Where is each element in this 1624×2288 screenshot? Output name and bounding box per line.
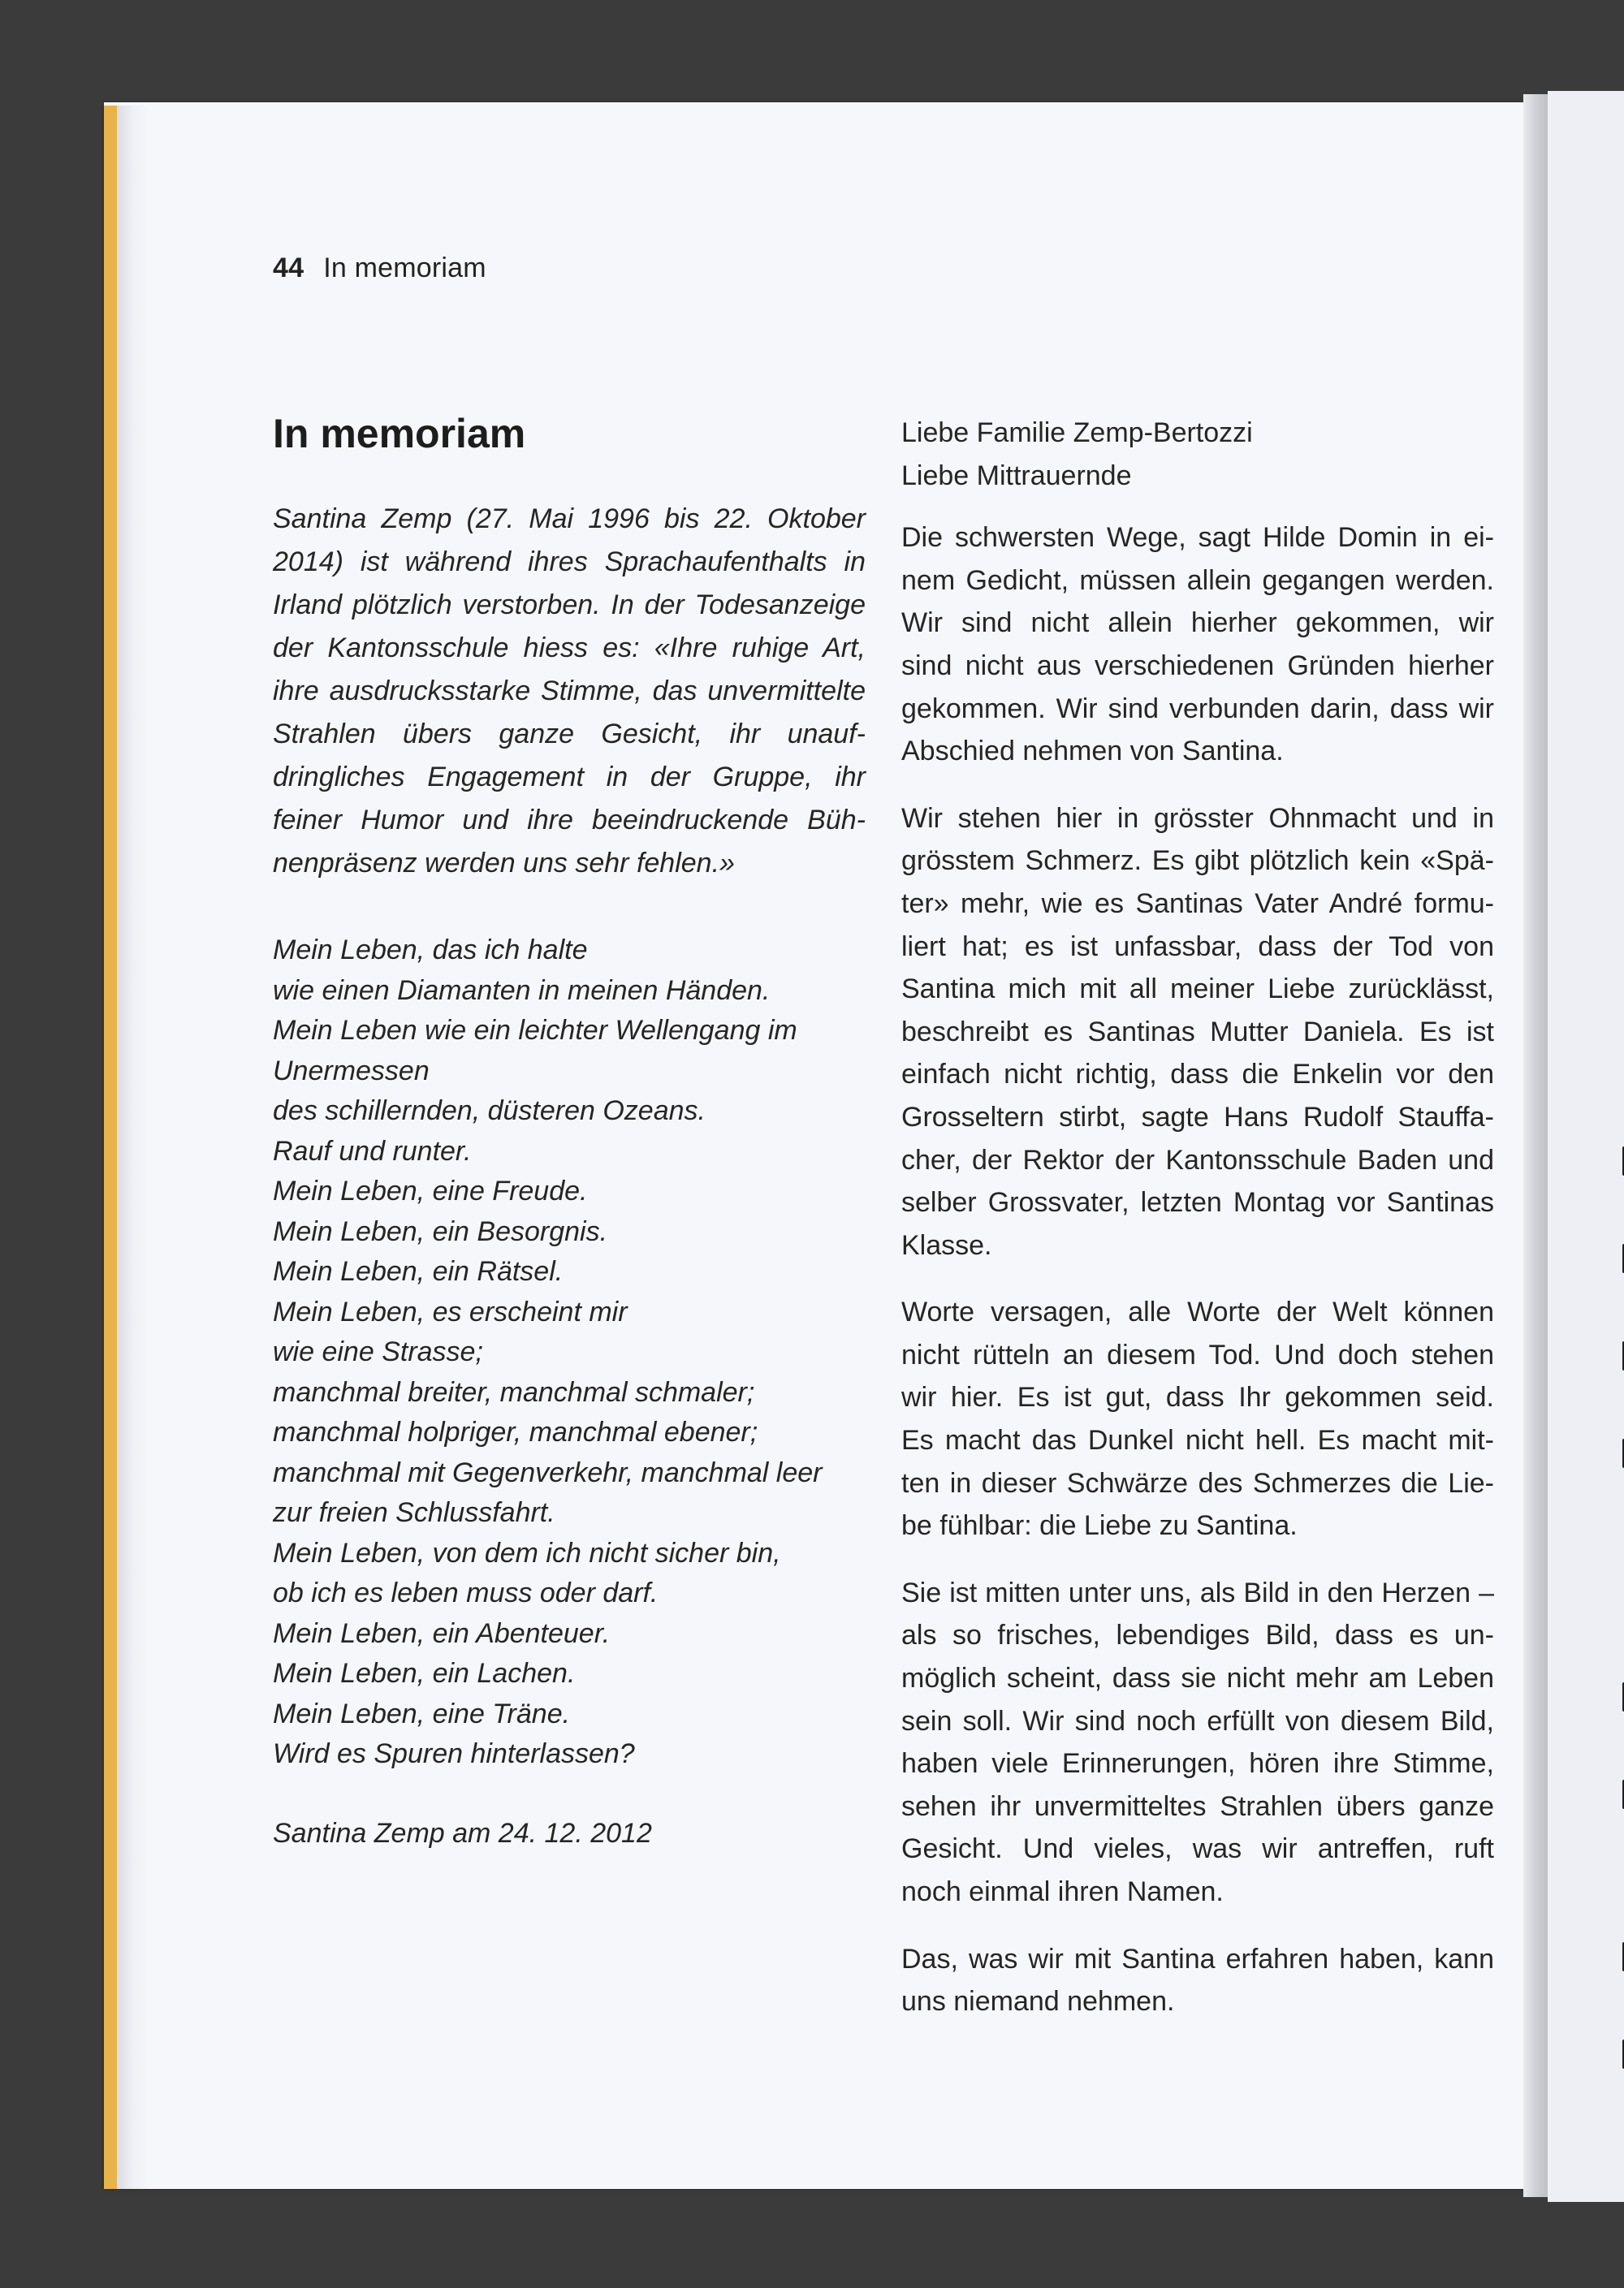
salutation [901, 412, 1494, 497]
poem-line: Unermessen [273, 1055, 430, 1086]
text-line: Es macht das Dunkel nicht hell. Es macht mit- [901, 1425, 1494, 1457]
poem-line: wie einen Diamanten in meinen Händen. [273, 974, 771, 1006]
poem-signature: Santina Zemp am 24. 12. 2012 [273, 1817, 652, 1849]
text-line: Wir sind nicht allein hierher gekommen, wir [901, 607, 1494, 639]
text-line: haben viele Erinnerungen, hören ihre Stimme, [901, 1748, 1494, 1780]
poem-line: des schillernden, düsteren Ozeans. [273, 1095, 706, 1126]
text-line: wir hier. Es ist gut, dass Ihr gekommen seid. [901, 1382, 1494, 1414]
text-line: uns niemand nehmen. [901, 1986, 1175, 2018]
poem-line: Wird es Spuren hinterlassen? [273, 1738, 635, 1769]
poem-line: zur freien Schlussfahrt. [273, 1497, 555, 1528]
text-line: beschreibt es Santinas Mutter Daniela. Es ist [901, 1016, 1494, 1047]
poem-line: manchmal breiter, manchmal schmaler; [273, 1376, 755, 1408]
text-line: sind nicht aus verschiedenen Gründen hierher [901, 650, 1494, 681]
poem-line: manchmal holpriger, manchmal ebener; [273, 1417, 758, 1448]
text-line: Wir stehen hier in grösster Ohnmacht und in [901, 802, 1494, 834]
speech-paragraph [901, 797, 1494, 1267]
text-line: noch einmal ihren Namen. [901, 1876, 1224, 1907]
poem-line: Mein Leben, das ich halte [273, 935, 588, 965]
page-edge-stripe [104, 106, 117, 2189]
text-line: cher, der Rektor der Kantonsschule Baden und [901, 1144, 1494, 1176]
speech-paragraph [901, 1938, 1494, 2023]
text-line: be fühlbar: die Liebe zu Santina. [901, 1510, 1298, 1542]
salutation-line: Liebe Familie Zemp-Bertozzi [901, 417, 1253, 448]
text-line: grösstem Schmerz. Es gibt plötzlich kein «Spä- [901, 845, 1494, 877]
poem-line: Rauf und runter. [273, 1135, 472, 1167]
text-line: Gesicht. Und vieles, was wir antreffen, ruft [901, 1833, 1494, 1865]
book-gutter [1523, 94, 1548, 2197]
left-column [273, 410, 866, 1854]
text-line: sehen ihr unvermitteltes Strahlen übers ganze [901, 1790, 1494, 1822]
text-line: nem Gedicht, müssen allein gegangen werden. [901, 564, 1494, 596]
text-line: Santina mich mit all meiner Liebe zurücklässt, [901, 973, 1494, 1005]
adjacent-page-fragment [1548, 91, 1624, 2202]
running-head [273, 253, 486, 284]
text-line: gekommen. Wir sind verbunden darin, dass wir [901, 693, 1494, 724]
speech-paragraph [901, 1291, 1494, 1548]
poem-line: Mein Leben wie ein leichter Wellengang im [273, 1015, 797, 1046]
poem-line: Mein Leben, ein Lachen. [273, 1658, 576, 1689]
poem-line: Mein Leben, eine Freude. [273, 1176, 588, 1207]
poem-line: Mein Leben, ein Abenteuer. [273, 1617, 611, 1649]
text-line: Das, was wir mit Santina erfahren haben, kann [901, 1943, 1494, 1975]
text-line: Grosseltern stirbt, sagte Hans Rudolf Stauffa- [901, 1101, 1494, 1133]
poem-line: ob ich es leben muss oder darf. [273, 1578, 659, 1608]
speech-paragraph [901, 516, 1494, 773]
poem-line: Mein Leben, von dem ich nicht sicher bin, [273, 1537, 781, 1569]
article-title: In memoriam [273, 411, 526, 456]
text-line: ten in dieser Schwärze des Schmerzes die Lie- [901, 1467, 1494, 1499]
salutation-line: Liebe Mittrauernde [901, 460, 1132, 491]
text-line: Die schwersten Wege, sagt Hilde Domin in ei- [901, 522, 1494, 554]
text-line: sein soll. Wir sind noch erfüllt von diesem Bild, [901, 1705, 1494, 1737]
text-line: einfach nicht richtig, dass die Enkelin vor den [901, 1059, 1494, 1090]
text-line: selber Grossvater, letzten Montag vor Santinas [901, 1187, 1494, 1219]
poem [273, 930, 866, 1775]
poem-line: Mein Leben, ein Rätsel. [273, 1256, 564, 1287]
page-number: 44 [273, 253, 304, 283]
text-line: Worte versagen, alle Worte der Welt können [901, 1297, 1494, 1328]
text-line: ter» mehr, wie es Santinas Vater André formu- [901, 887, 1494, 919]
text-line: Sie ist mitten unter uns, als Bild in den Herzen – [901, 1577, 1494, 1608]
speech-paragraph [901, 1572, 1494, 1914]
poem-line: manchmal mit Gegenverkehr, manchmal leer [273, 1457, 823, 1488]
text-line: Abschied nehmen von Santina. [901, 736, 1284, 767]
poem-line: Mein Leben, es erscheint mir [273, 1296, 628, 1327]
text-line: möglich scheint, dass sie nicht mehr am Leben [901, 1663, 1494, 1694]
page-stack-shadow [117, 106, 149, 2189]
right-column [901, 412, 1494, 2048]
poem-line: Mein Leben, ein Besorgnis. [273, 1215, 608, 1247]
poem-line: wie eine Strasse; [273, 1336, 483, 1367]
text-line: Klasse. [901, 1229, 992, 1261]
running-head-title: In memoriam [323, 253, 486, 283]
text-line: nicht rütteln an diesem Tod. Und doch stehen [901, 1339, 1494, 1371]
intro-paragraph: Santina Zemp (27. Mai 1996 bis 22. Oktober 2014) ist während ihres Sprachaufenthalts in Irland plötzlich verstorben. In der Todesanzeige der Kantonsschule hiess es: «Ihre ruhige Art, ihre ausdrucksstarke Stimme, das unvermittelte Strahlen übers ganze Gesicht, ihr unaufdringliches Engagement in der Gruppe, ihr feiner Humor und ihre beeindruckende Bühnenpräsenz werden uns sehr fehlen.» [273, 503, 866, 879]
text-line: als so frisches, lebendiges Bild, dass es un- [901, 1620, 1494, 1651]
poem-line: Mein Leben, eine Träne. [273, 1698, 571, 1729]
text-line: liert hat; es ist unfassbar, dass der Tod von [901, 930, 1494, 962]
